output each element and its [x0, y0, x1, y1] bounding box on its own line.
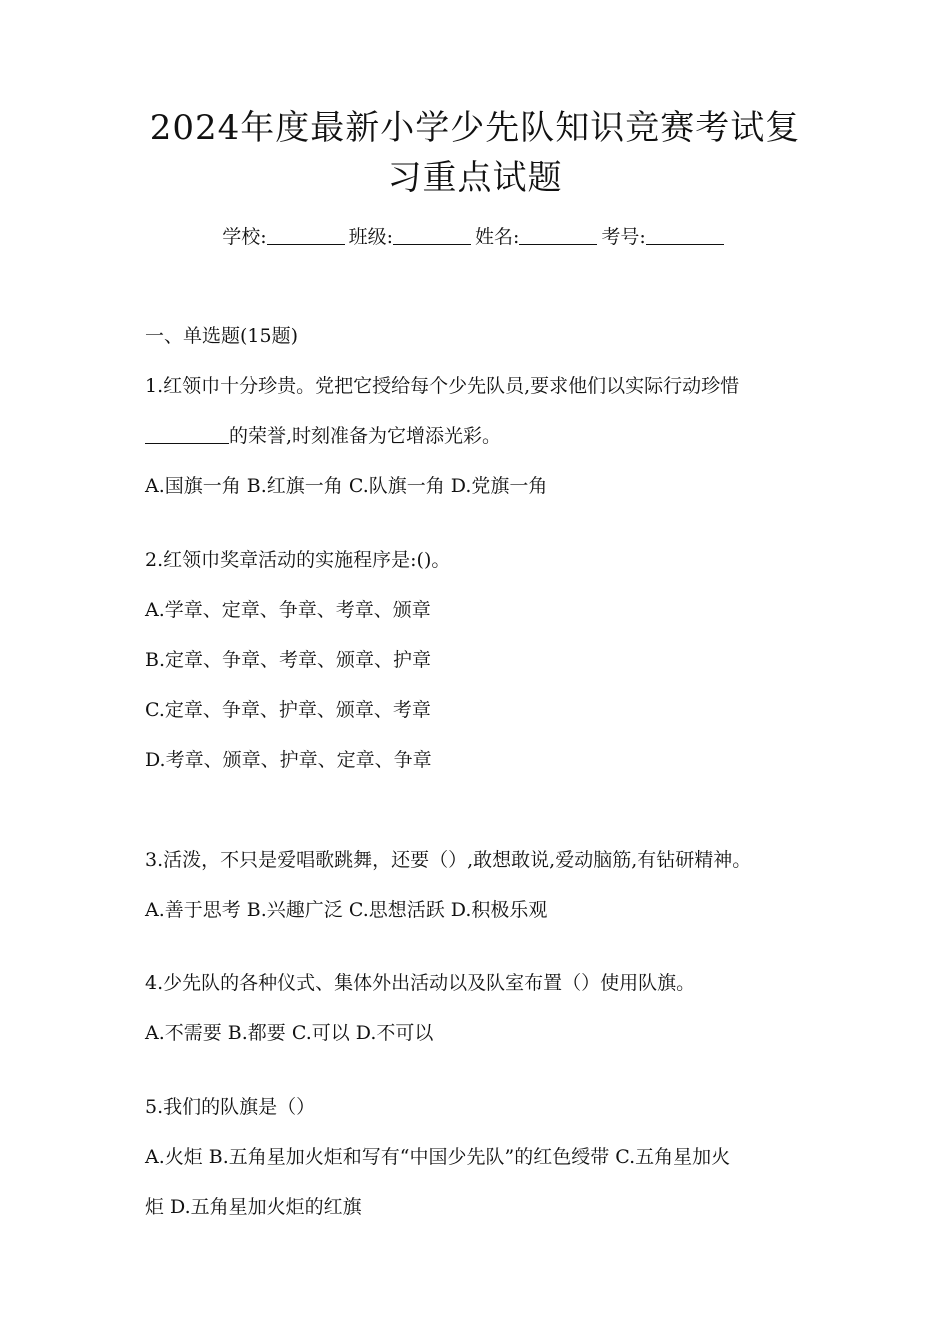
answer-blank — [145, 423, 229, 444]
student-info-row — [100, 222, 850, 252]
question-3-stem: 3.活泼，不只是爱唱歌跳舞，还要（）,敢想敢说,爱动脑筋,有钻研精神。 — [145, 849, 752, 871]
question-5-stem: 5.我们的队旗是（） — [145, 1096, 316, 1118]
name-label: 姓名: — [475, 226, 520, 248]
question-4-options: A.不需要 B.都要 C.可以 D.不可以 — [145, 1022, 434, 1044]
question-1-options: A.国旗一角 B.红旗一角 C.队旗一角 D.党旗一角 — [145, 475, 548, 497]
question-2-stem: 2.红领巾奖章活动的实施程序是:()。 — [145, 549, 451, 571]
question-2-option-d: D.考章、颁章、护章、定章、争章 — [145, 749, 432, 771]
question-2-option-b: B.定章、争章、考章、颁章、护章 — [145, 649, 432, 671]
page-title-line-1: 2024年度最新小学少先队知识竞赛考试复 — [149, 108, 801, 148]
school-label: 学校: — [222, 226, 267, 248]
question-5-options-line-2: 炬 D.五角星加火炬的红旗 — [145, 1196, 362, 1218]
school-blank — [267, 224, 345, 245]
question-1-stem-tail: 的荣誉,时刻准备为它增添光彩。 — [229, 425, 502, 447]
number-label: 考号: — [601, 226, 646, 248]
number-blank — [646, 224, 724, 245]
class-label: 班级: — [348, 226, 393, 248]
page-title-line-2: 习重点试题 — [387, 158, 563, 198]
question-2-option-c: C.定章、争章、护章、颁章、考章 — [145, 699, 431, 721]
section-heading: 一、单选题(15题) — [145, 325, 299, 347]
question-4-stem: 4.少先队的各种仪式、集体外出活动以及队室布置（）使用队旗。 — [145, 972, 696, 994]
question-2-option-a: A.学章、定章、争章、考章、颁章 — [145, 599, 431, 621]
question-1-stem-line-1: 1.红领巾十分珍贵。党把它授给每个少先队员,要求他们以实际行动珍惜 — [145, 375, 740, 397]
question-5-options-line-1: A.火炬 B.五角星加火炬和写有“中国少先队”的红色绶带 C.五角星加火 — [145, 1146, 731, 1168]
question-3-options: A.善于思考 B.兴趣广泛 C.思想活跃 D.积极乐观 — [145, 899, 548, 921]
question-1-stem-line-2 — [145, 421, 815, 451]
name-blank — [519, 224, 597, 245]
class-blank — [393, 224, 471, 245]
